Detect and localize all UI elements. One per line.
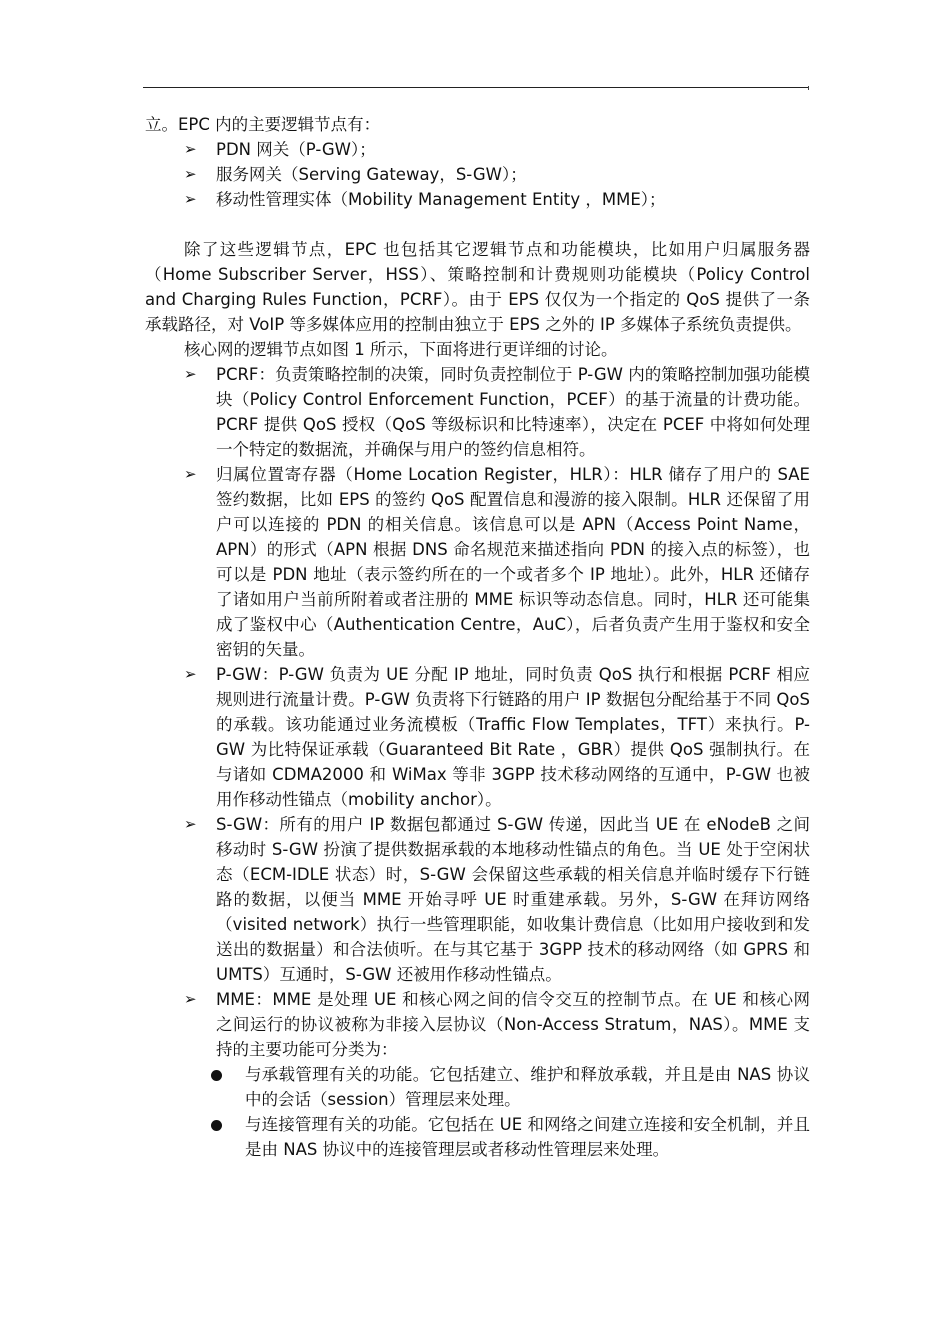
- detail-item-text: S-GW：所有的用户 IP 数据包都通过 S-GW 传递，因此当 UE 在 eNodeB 之间移动时 S-GW 扮演了提供数据承载的本地移动性锚点的角色。当 UE 处于空闲状态（ECM-IDLE 状态）时，S-GW 会保留这些承载的相关信息并临时缓存下行链路的数据，以便当 MME 开始寻呼 UE 时重建承载。另外，S-GW 在拜访网络（visited network）执行一些管理职能，如收集计费信息（比如用户接收到和发送出的数据量）和合法侦听。在与其它基于 3GPP 技术的移动网络（如 GPRS 和 UMTS）互通时，S-GW 还被用作移动性锚点。: [216, 815, 810, 984]
- paragraph-other-nodes: 除了这些逻辑节点，EPC 也包括其它逻辑节点和功能模块，比如用户归属服务器（Home Subscriber Server，HSS）、策略控制和计费规则功能模块（Policy Control and Charging Rules Function，PCRF）。由于 EPS 仅仅为一个指定的 QoS 提供了一条承载路径，对 VoIP 等多媒体应用的控制由独立于 EPS 之外的 IP 多媒体子系统负责提供。: [145, 240, 810, 334]
- header-rule-tick: [808, 86, 809, 90]
- arrow-bullet-icon: ➢: [184, 990, 197, 1008]
- round-bullet-icon: [211, 1120, 222, 1131]
- arrow-bullet-icon: ➢: [184, 665, 197, 683]
- header-rule: [143, 87, 808, 88]
- detail-item-text: 归属位置寄存器（Home Location Register，HLR）：HLR 储存了用户的 SAE 签约数据，比如 EPS 的签约 QoS 配置信息和漫游的接入限制。HLR 还保留了用户可以连接的 PDN 的相关信息。该信息可以是 APN（Access Point Name，APN）的形式（APN 根据 DNS 命名规范来描述指向 PDN 的接入点的标签），也可以是 PDN 地址（表示签约所在的一个或者多个 IP 地址）。此外，HLR 还储存了诸如用户当前所附着或者注册的 MME 标识等动态信息。同时，HLR 还可能集成了鉴权中心（Authentication Centre，AuC），后者负责产生用于鉴权和安全密钥的矢量。: [216, 465, 810, 659]
- arrow-bullet-icon: ➢: [184, 140, 197, 158]
- list-item-text: 服务网关（Serving Gateway，S-GW）；: [216, 165, 527, 184]
- detail-item-text: PCRF：负责策略控制的决策，同时负责控制位于 P-GW 内的策略控制加强功能模块（Policy Control Enforcement Function，PCEF）的基于流量的计费功能。PCRF 提供 QoS 授权（QoS 等级标识和比特速率），决定在 PCEF 中将如何处理一个特定的数据流，并确保与用户的签约信息相符。: [216, 365, 810, 459]
- detail-item-pgw: [145, 662, 810, 812]
- detail-item-mme: [145, 987, 810, 1062]
- list-item-text: PDN 网关（P-GW）；: [216, 140, 376, 159]
- paragraph-gap: [145, 212, 810, 237]
- document-body: [145, 112, 810, 1162]
- arrow-bullet-icon: ➢: [184, 190, 197, 208]
- list-item-pgw: [145, 137, 810, 162]
- detail-item-sgw: [145, 812, 810, 987]
- list-item-sgw: [145, 162, 810, 187]
- arrow-bullet-icon: ➢: [184, 365, 197, 383]
- round-bullet-icon: [211, 1070, 222, 1081]
- detail-item-text: P-GW：P-GW 负责为 UE 分配 IP 地址，同时负责 QoS 执行和根据 PCRF 相应规则进行流量计费。P-GW 负责将下行链路的用户 IP 数据包分配给基于不同 QoS 的承载。该功能通过业务流模板（Traffic Flow Templates，TFT）来执行。P-GW 为比特保证承载（Guaranteed Bit Rate ，GBR）提供 QoS 强制执行。在与诸如 CDMA2000 和 WiMax 等非 3GPP 技术移动网络的互通中，P-GW 也被用作移动性锚点（mobility anchor）。: [216, 665, 810, 809]
- arrow-bullet-icon: ➢: [184, 165, 197, 183]
- detail-item-pcrf: [145, 362, 810, 462]
- paragraph-core-intro: 核心网的逻辑节点如图 1 所示，下面将进行更详细的讨论。: [184, 340, 618, 359]
- opening-line: 立。EPC 内的主要逻辑节点有：: [145, 115, 381, 134]
- mme-function-text: 与承载管理有关的功能。它包括建立、维护和释放承载，并且是由 NAS 协议中的会话（session）管理层来处理。: [245, 1065, 810, 1109]
- detail-item-hlr: [145, 462, 810, 662]
- list-item-text: 移动性管理实体（Mobility Management Entity ，MME）；: [216, 190, 666, 209]
- arrow-bullet-icon: ➢: [184, 465, 197, 483]
- mme-function-bearer: [145, 1062, 810, 1112]
- arrow-bullet-icon: ➢: [184, 815, 197, 833]
- list-item-mme: [145, 187, 810, 212]
- mme-function-connection: [145, 1112, 810, 1162]
- detail-item-text: MME：MME 是处理 UE 和核心网之间的信令交互的控制节点。在 UE 和核心网之间运行的协议被称为非接入层协议（Non-Access Stratum，NAS）。MME 支持的主要功能可分类为：: [216, 990, 810, 1059]
- mme-function-text: 与连接管理有关的功能。它包括在 UE 和网络之间建立连接和安全机制，并且是由 NAS 协议中的连接管理层或者移动性管理层来处理。: [245, 1115, 810, 1159]
